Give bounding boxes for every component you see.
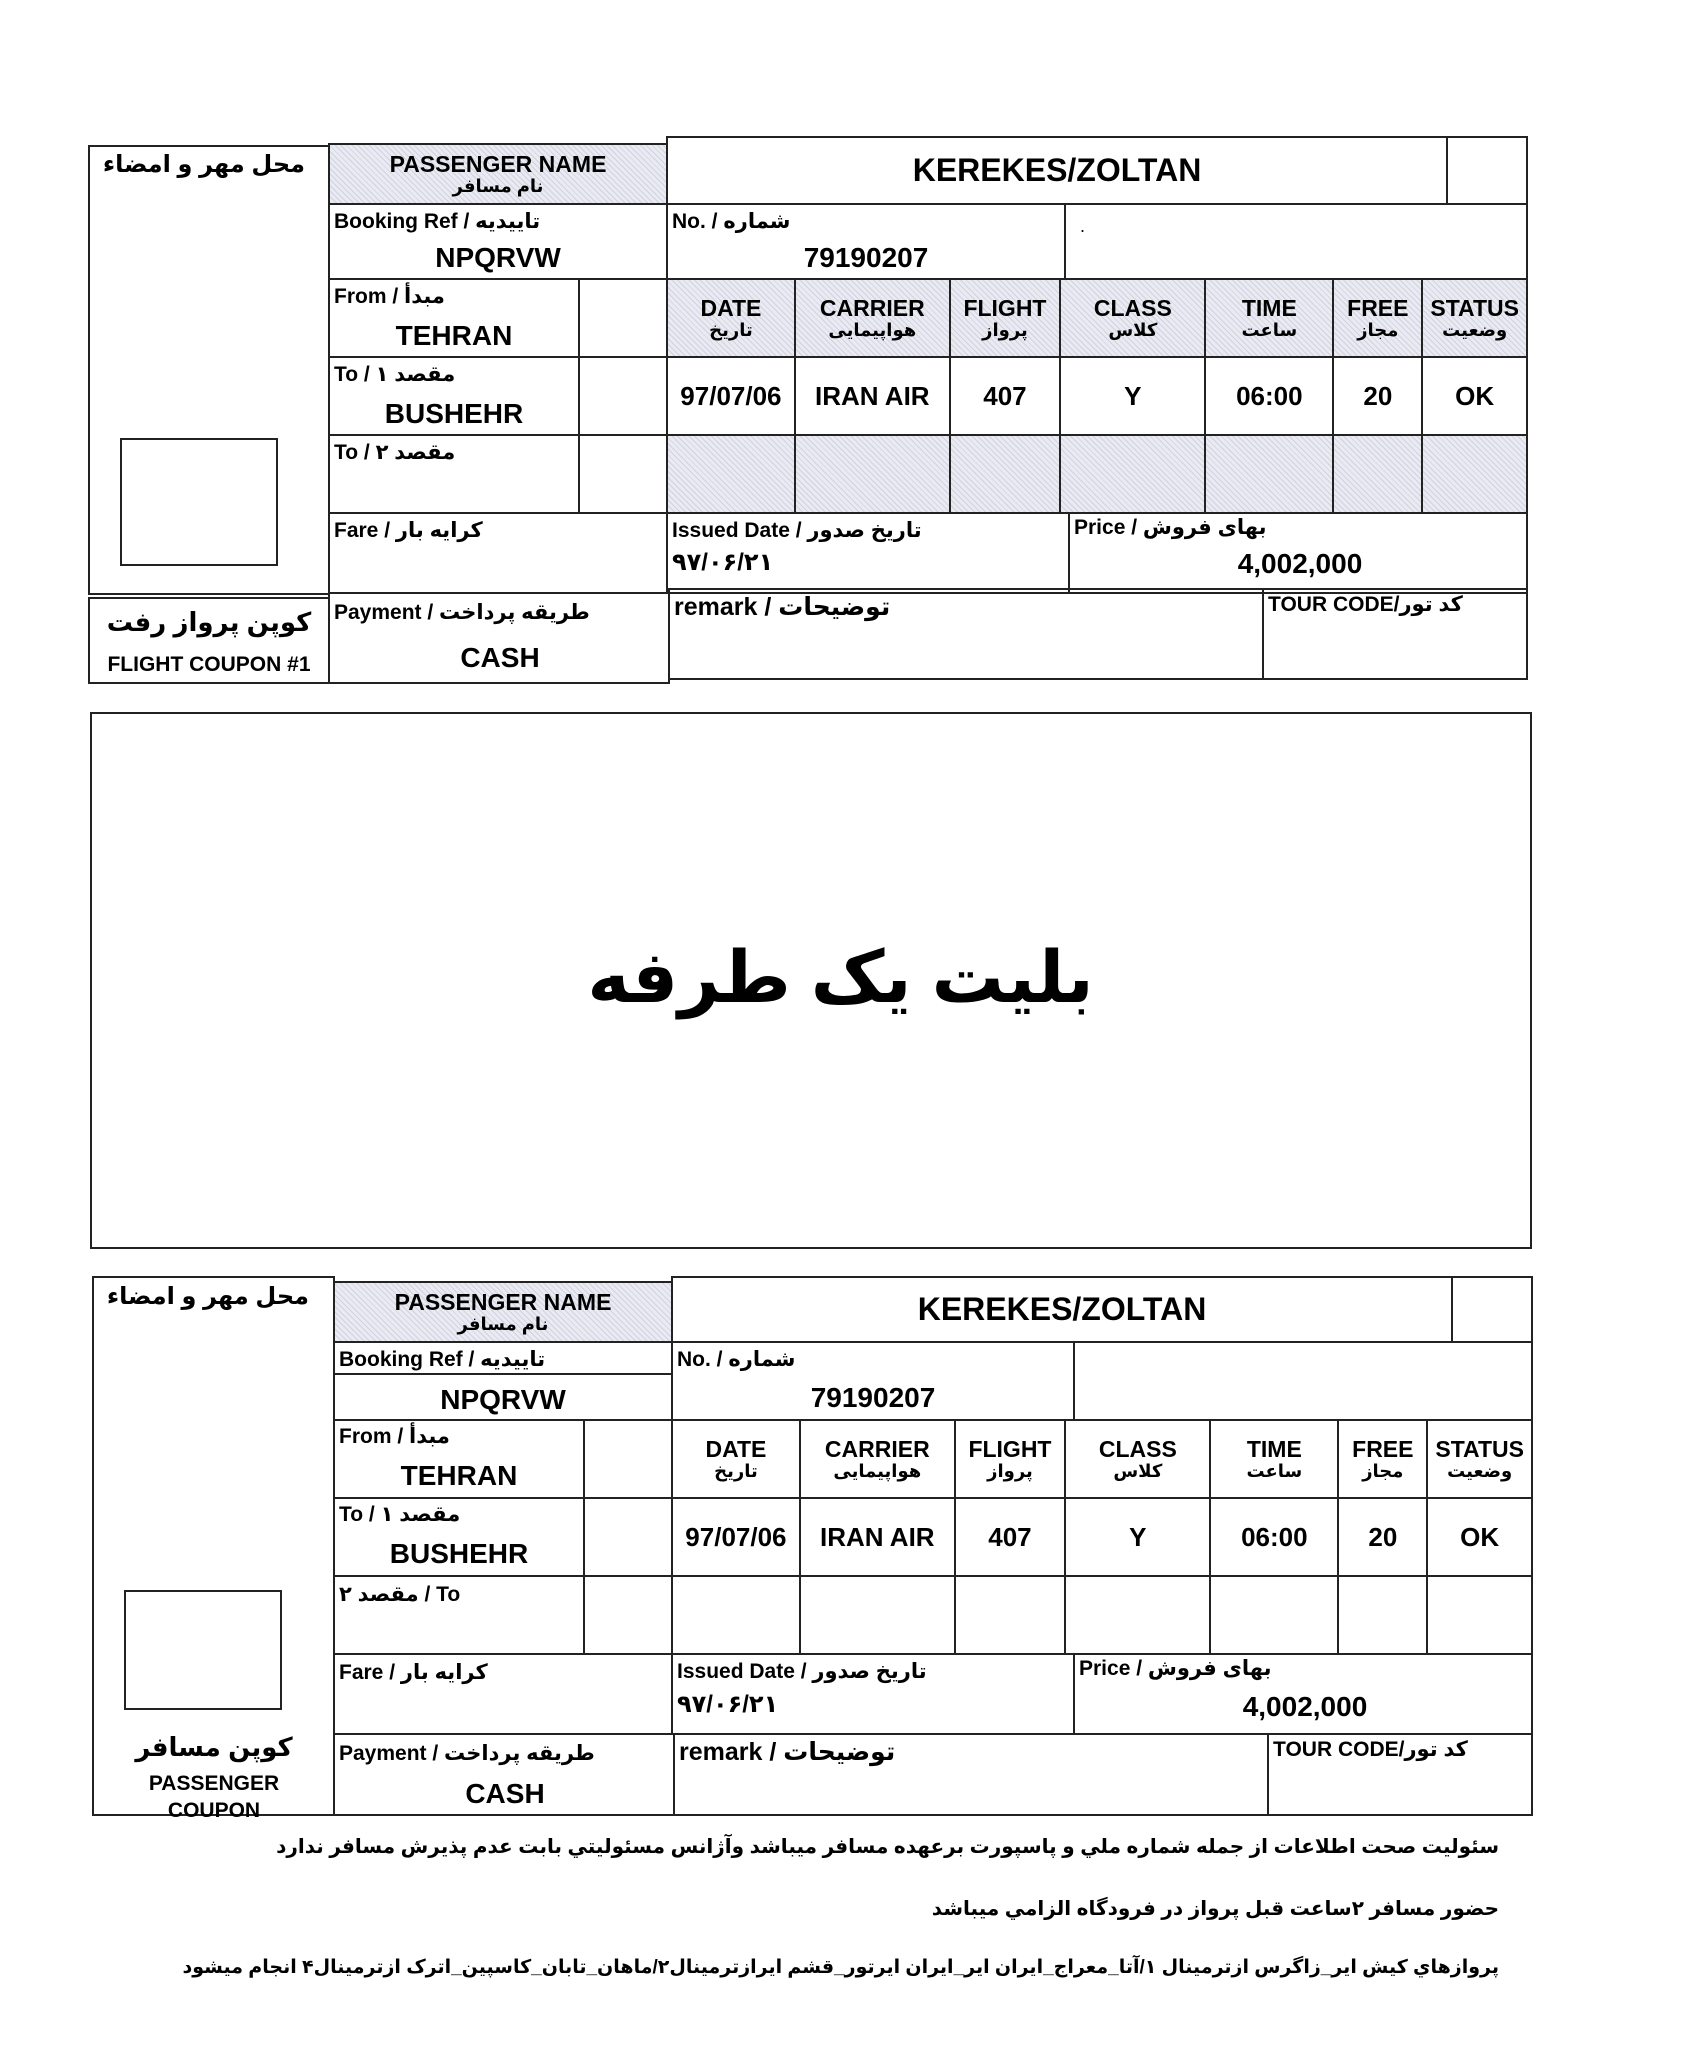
segment-free: 20 xyxy=(1337,1497,1428,1577)
col-flight-header xyxy=(954,1419,1066,1499)
to1-value-2: BUSHEHR xyxy=(389,1538,529,1569)
col-label-fa: تاریخ xyxy=(709,319,753,340)
booking-ref-value: NPQRVW xyxy=(435,242,561,273)
segment-status: OK xyxy=(1426,1497,1533,1577)
stamp-label: محل مهر و امضاء xyxy=(102,151,305,178)
col-label-fa: تاریخ xyxy=(714,1460,758,1481)
coupon-label-fa-2: کوپن مسافر xyxy=(135,1732,293,1762)
booking-ref-label: Booking Ref / تاییدیه xyxy=(334,210,541,233)
from-label: From / مبدأ xyxy=(334,285,445,308)
segment-class: Y xyxy=(1059,356,1206,436)
segment-date: 97/07/06 xyxy=(671,1497,801,1577)
price-value-2: 4,002,000 xyxy=(1242,1691,1368,1722)
col-label: CARRIER xyxy=(819,295,925,322)
issued-label-2: Issued Date / تاریخ صدور xyxy=(677,1660,927,1683)
tour-code-label: TOUR CODE/کد تور xyxy=(1268,593,1463,616)
col-label-fa: ساعت xyxy=(1246,1460,1303,1481)
col-label: CLASS xyxy=(1098,1436,1177,1463)
tour-code-label-2: TOUR CODE/کد تور xyxy=(1273,1738,1468,1761)
to1-extra-2 xyxy=(583,1497,673,1577)
col-free-header xyxy=(1337,1419,1428,1499)
segment-time: 06:00 xyxy=(1204,356,1334,436)
col-label-fa: کلاس xyxy=(1108,319,1158,340)
col-label: DATE xyxy=(700,295,762,322)
payment-value-2: CASH xyxy=(465,1778,545,1809)
segment-flight: 407 xyxy=(954,1497,1066,1577)
col-carrier-header xyxy=(799,1419,956,1499)
remark-label-2: remark / توضیحات xyxy=(679,1738,896,1766)
to2-label: To / ۲ مقصد xyxy=(334,441,456,464)
segment-table-2 xyxy=(671,1419,1533,1655)
col-label: DATE xyxy=(705,1436,767,1463)
segment-date: 97/07/06 xyxy=(666,356,796,436)
col-label: TIME xyxy=(1246,1436,1302,1463)
segment-carrier: IRAN AIR xyxy=(794,356,951,436)
col-label: FREE xyxy=(1347,295,1409,322)
passenger-name-label-fa: نام مسافر xyxy=(457,1313,549,1334)
to2-extra-2 xyxy=(583,1575,673,1655)
col-date-header xyxy=(671,1419,801,1499)
segment-header-row-2 xyxy=(671,1419,1533,1499)
col-label: STATUS xyxy=(1435,1436,1524,1463)
from-value: TEHRAN xyxy=(395,320,513,351)
booking-ref-divider-2 xyxy=(333,1373,673,1375)
price-label-2: Price / بهای فروش xyxy=(1079,1657,1272,1680)
passenger-name-label: PASSENGER NAME xyxy=(389,151,607,178)
coupon-label-en-2b: COUPON xyxy=(167,1799,261,1822)
col-label-fa: وضعیت xyxy=(1442,319,1508,340)
passenger-name-value-2: KEREKES/ZOLTAN xyxy=(917,1291,1207,1327)
col-label-fa: مجاز xyxy=(1362,1460,1404,1481)
price-value: 4,002,000 xyxy=(1237,548,1363,579)
col-label: FREE xyxy=(1352,1436,1414,1463)
col-time-header xyxy=(1209,1419,1339,1499)
segment-class: Y xyxy=(1064,1497,1211,1577)
col-label-fa: مجاز xyxy=(1357,319,1399,340)
ticket-no-extra: . xyxy=(1080,216,1086,236)
segment-empty-row-2 xyxy=(671,1575,1533,1655)
stamp-label-2: محل مهر و امضاء xyxy=(106,1283,309,1310)
footer-note-1: سئولیت صحت اطلاعات از جمله شماره ملي و پاسپورت برعهده مسافر ميباشد وآژانس مسئوليتي بابت عدم پذيرش مسافر ندارد xyxy=(276,1836,1499,1858)
payment-label: Payment / طریقه پرداخت xyxy=(334,601,590,624)
payment-label-2: Payment / طریقه پرداخت xyxy=(339,1742,595,1765)
col-label-fa: پرواز xyxy=(987,1460,1033,1481)
fare-label-2: Fare / کرایه بار xyxy=(339,1661,488,1684)
segment-time: 06:00 xyxy=(1209,1497,1339,1577)
col-label: TIME xyxy=(1241,295,1297,322)
passenger-name-header-2 xyxy=(333,1281,673,1343)
passenger-name-label-fa: نام مسافر xyxy=(452,175,544,196)
ticket-no-label-2: No. / شماره xyxy=(677,1348,796,1371)
coupon-label-fa: کوپن پرواز رفت xyxy=(106,607,312,637)
footer-note-3: پروازهاي كيش اير_زاگرس ازترمينال ۱/آتا_معراج_ايران اير_ايران ايرتور_قشم ايرازترمينال۲/ماهان_تابان_كاسپين_اترک ازترمينال۴ انجام ميشود xyxy=(182,1957,1499,1978)
col-label-fa: پرواز xyxy=(982,319,1028,340)
booking-ref-label-2: Booking Ref / تاییدیه xyxy=(339,1348,546,1371)
col-label: STATUS xyxy=(1430,295,1519,322)
col-label: CARRIER xyxy=(824,1436,930,1463)
passenger-name-cell-2 xyxy=(671,1276,1453,1343)
col-label: CLASS xyxy=(1093,295,1172,322)
from-value-2: TEHRAN xyxy=(400,1460,518,1491)
passenger-name-extra-2 xyxy=(1451,1276,1533,1343)
segment-free: 20 xyxy=(1332,356,1423,436)
issued-value-2: ۹۷/۰۶/۲۱ xyxy=(677,1691,779,1718)
remark-label: remark / توضیحات xyxy=(674,593,891,621)
col-label-fa: هواپیمایی xyxy=(833,1460,922,1481)
passenger-name-value: KEREKES/ZOLTAN xyxy=(912,152,1202,188)
col-label: FLIGHT xyxy=(963,295,1047,322)
ticket-no-extra-cell-2 xyxy=(1073,1341,1533,1421)
to1-label-2: To / ۱ مقصد xyxy=(339,1503,461,1526)
ticket-no-value: 79190207 xyxy=(803,242,929,273)
col-label-fa: ساعت xyxy=(1241,319,1298,340)
col-label-fa: هواپیمایی xyxy=(828,319,917,340)
segment-carrier: IRAN AIR xyxy=(799,1497,956,1577)
to2-label-2: ۲ مقصد / To xyxy=(339,1583,461,1606)
issued-label: Issued Date / تاریخ صدور xyxy=(672,519,922,542)
fare-label: Fare / کرایه بار xyxy=(334,519,483,542)
coupon-label-en-2: PASSENGER xyxy=(148,1772,280,1795)
col-label-fa: کلاس xyxy=(1113,1460,1163,1481)
col-class-header xyxy=(1064,1419,1211,1499)
price-label: Price / بهای فروش xyxy=(1074,516,1267,539)
ticket-no-value-2: 79190207 xyxy=(810,1382,936,1413)
to1-label: To / ۱ مقصد xyxy=(334,363,456,386)
stamp-box-2 xyxy=(124,1590,282,1710)
ticket-no-label: No. / شماره xyxy=(672,210,791,233)
col-status-header xyxy=(1426,1419,1533,1499)
booking-ref-value-2: NPQRVW xyxy=(440,1384,566,1415)
col-label: FLIGHT xyxy=(968,1436,1052,1463)
from-extra-2 xyxy=(583,1419,673,1499)
passenger-name-label: PASSENGER NAME xyxy=(394,1289,612,1316)
segment-row-2 xyxy=(671,1497,1533,1577)
col-label-fa: وضعیت xyxy=(1447,1460,1513,1481)
from-label-2: From / مبدأ xyxy=(339,1425,450,1448)
footer-note-2: حضور مسافر ۲ساعت قبل پرواز در فرودگاه الزامي ميباشد xyxy=(931,1898,1499,1920)
issued-value: ۹۷/۰۶/۲۱ xyxy=(672,549,774,576)
segment-flight: 407 xyxy=(949,356,1061,436)
segment-status: OK xyxy=(1421,356,1528,436)
to1-value: BUSHEHR xyxy=(384,398,524,429)
coupon-label-en: FLIGHT COUPON #1 xyxy=(107,653,311,676)
one-way-title: بلیت یک طرفه xyxy=(587,938,1094,1018)
payment-value: CASH xyxy=(460,642,540,673)
